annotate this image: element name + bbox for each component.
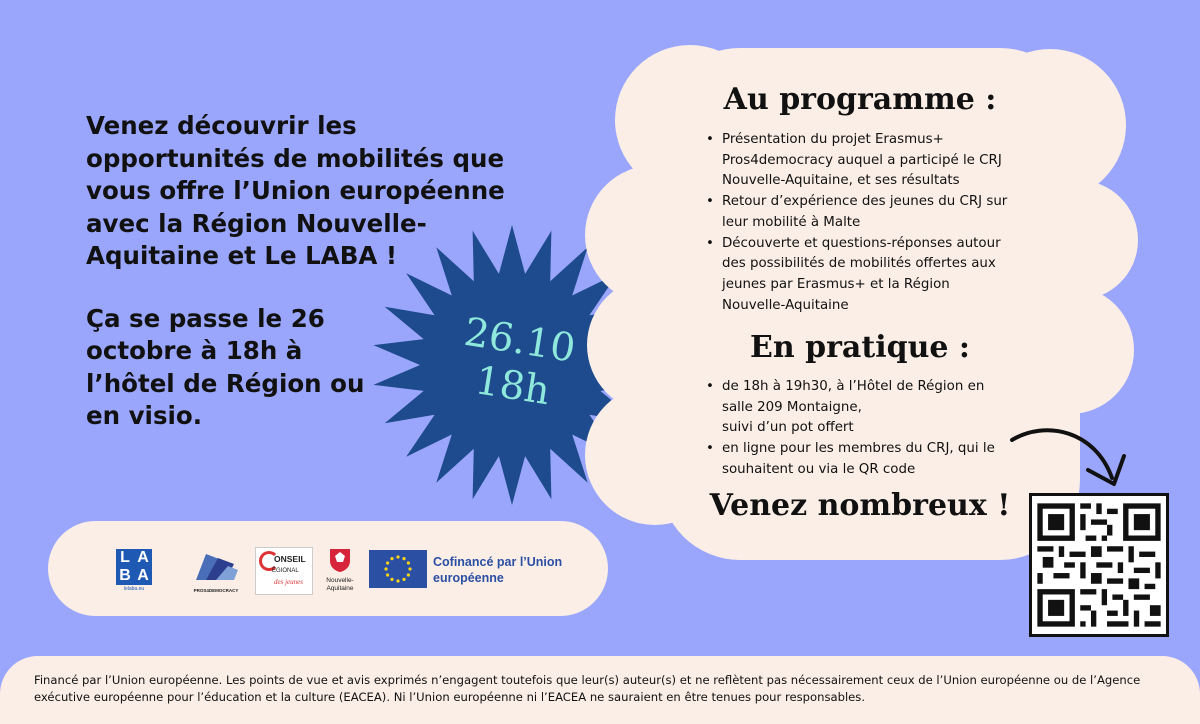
region-name: Aquitaine — [326, 585, 354, 592]
eu-star-icon — [386, 573, 389, 576]
conseil-line: ONSEIL — [274, 554, 306, 564]
eu-star-icon — [407, 561, 410, 564]
eu-star-icon — [390, 557, 393, 560]
pros4-label: PROS4DEMOCRACY — [193, 588, 239, 593]
qr-code-icon — [1032, 496, 1166, 634]
practice-item-text: • de 18h à 19h30, à l’Hôtel de Région en salle 209 Montaigne, suivi d’un pot offert — [722, 379, 985, 436]
eu-star-icon — [390, 578, 393, 581]
region-name: Nouvelle- — [326, 577, 354, 584]
laba-letter: L — [116, 549, 134, 567]
program-item: • Retour d’expérience des jeunes du CRJ sur leur mobilité à Malte — [706, 192, 1016, 233]
nouvelle-aquitaine-logo — [323, 547, 357, 593]
program-item: • Présentation du projet Erasmus+ Pros4democracy auquel a participé le CRJ Nouvelle-Aquitaine, et ses résultats — [706, 130, 1016, 192]
region-shield-icon — [323, 547, 357, 573]
laba-letter: B — [116, 567, 134, 585]
conseil-line: ÉGIONAL — [272, 568, 299, 574]
eu-cofunded-label: Cofinancé par l’Union européenne — [433, 555, 563, 585]
intro-headline: Venez découvrir les opportunités de mobilités que vous offre l’Union européenne avec la Région Nouvelle-Aquitaine et Le LABA ! — [86, 111, 505, 270]
eu-star-icon — [386, 561, 389, 564]
eu-star-icon — [396, 555, 399, 558]
conseil-line: des jeunes — [274, 578, 303, 586]
eu-disclaimer: Financé par l’Union européenne. Les points de vue et avis exprimés n’engagent toutefois que leur(s) auteur(s) et ne reflètent pas nécessairement ceux de l’Union européenne ou de l’Agence exécutive européenne pour l’éducation et la culture (EACEA). Ni l’Union européenne ni l’EACEA ne sauraient en être tenues pour responsables. — [0, 656, 1200, 724]
pros4democracy-logo — [192, 550, 240, 592]
eu-star-icon — [402, 578, 405, 581]
eu-star-icon — [396, 579, 399, 582]
laba-letter: A — [134, 567, 152, 585]
eu-star-icon — [407, 573, 410, 576]
laba-logo — [116, 549, 152, 593]
laba-url: lelaba.eu — [123, 586, 145, 592]
event-when: Ça se passe le 26 octobre à 18h à l’hôtel de Région ou en visio. — [86, 303, 365, 430]
badge-time: 18h — [472, 358, 553, 415]
eu-flag-icon — [369, 550, 427, 588]
pros4-mark-icon — [192, 550, 240, 584]
closing-call: Venez nombreux ! — [709, 488, 1011, 523]
practice-item-text: • en ligne pour les membres du CRJ, qui le souhaitent ou via le QR code — [722, 441, 995, 477]
practice-title: En pratique : — [750, 330, 970, 365]
badge-date: 26.10 — [461, 309, 579, 372]
conseil-regional-jeunes-logo — [255, 547, 313, 595]
laba-letter: A — [134, 549, 152, 567]
program-title: Au programme : — [723, 82, 997, 117]
qr-code[interactable] — [1029, 493, 1169, 637]
program-item: • Découverte et questions-réponses autour des possibilités de mobilités offertes aux jeunes par Erasmus+ et la Région Nouvelle-Aquitaine — [706, 234, 1016, 317]
eu-star-icon — [408, 567, 411, 570]
eu-star-icon — [402, 557, 405, 560]
eu-star-icon — [384, 567, 387, 570]
